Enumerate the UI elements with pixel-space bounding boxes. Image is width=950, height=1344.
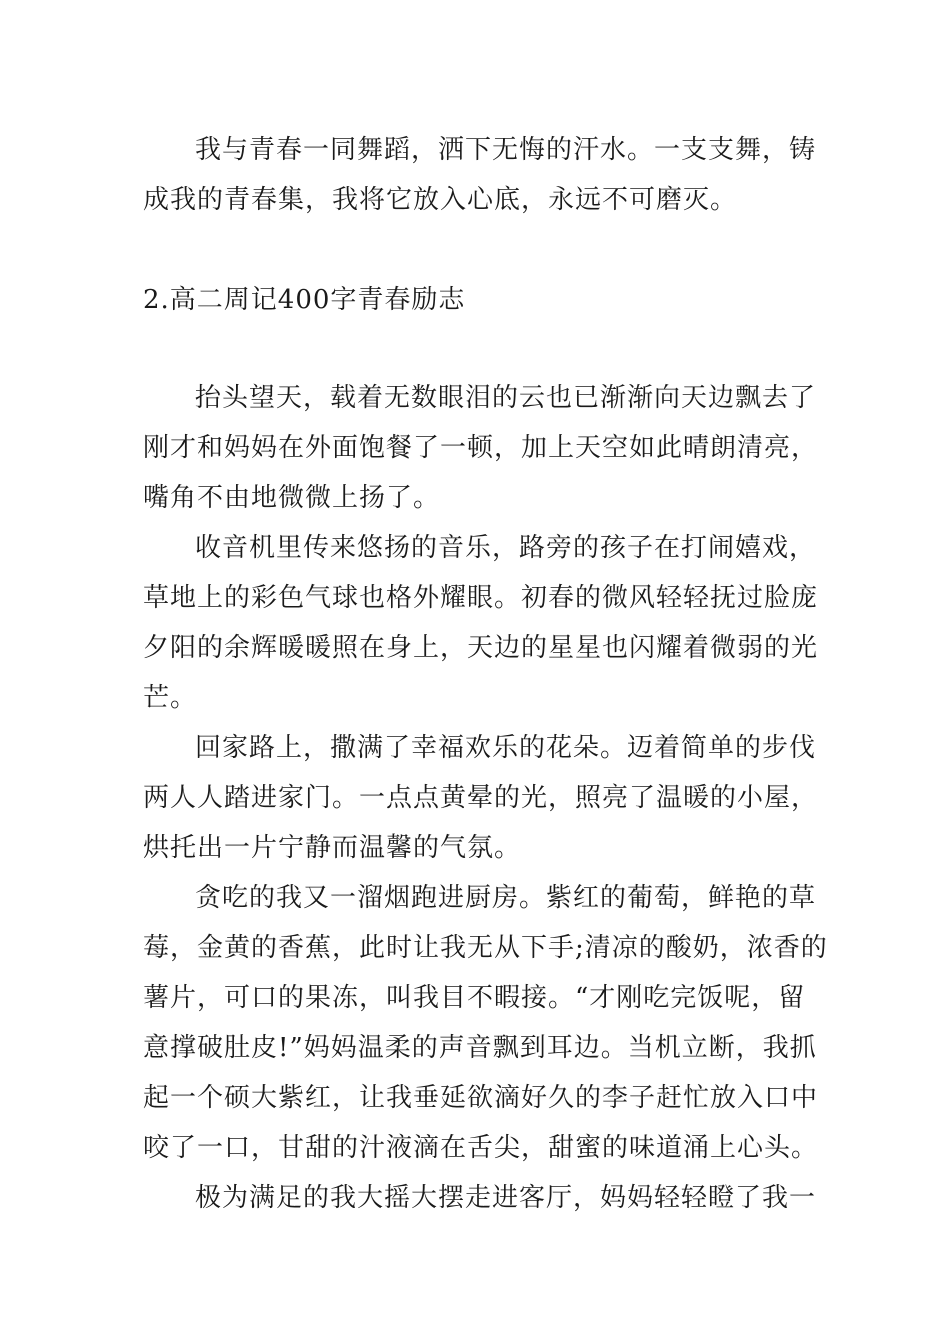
paragraph-3-line-1: 回家路上，撒满了幸福欢乐的花朵。迈着简单的步伐 (195, 733, 817, 763)
paragraph-2-line-2: 草地上的彩色气球也格外耀眼。初春的微风轻轻抚过脸庞 (143, 583, 819, 613)
paragraph-1-line-3: 嘴角不由地微微上扬了。 (143, 483, 441, 513)
paragraph-3-line-3: 烘托出一片宁静而温馨的气氛。 (143, 833, 522, 863)
paragraph-4-line-6: 咬了一口，甘甜的汁液滴在舌尖，甜蜜的味道涌上心头。 (143, 1133, 819, 1163)
paragraph-3-line-2: 两人人踏进家门。一点点黄晕的光，照亮了温暖的小屋， (143, 783, 819, 813)
paragraph-2-line-3: 夕阳的余辉暖暖照在身上，天边的星星也闪耀着微弱的光 (143, 633, 819, 663)
paragraph-4-line-5: 起一个硕大紫红，让我垂延欲滴好久的李子赶忙放入口中 (143, 1083, 819, 1113)
paragraph-2-line-4: 芒。 (143, 683, 198, 713)
paragraph-4-line-1: 贪吃的我又一溜烟跑进厨房。紫红的葡萄，鲜艳的草 (195, 883, 817, 913)
paragraph-4-line-2: 莓，金黄的香蕉，此时让我无从下手;清凉的酸奶，浓香的 (143, 933, 828, 963)
section-title: 2.高二周记400字青春励志 (143, 285, 466, 315)
paragraph-5-line-1: 极为满足的我大摇大摆走进客厅，妈妈轻轻瞪了我一 (195, 1183, 817, 1213)
paragraph-1-line-1: 抬头望天，载着无数眼泪的云也已渐渐向天边飘去了 (195, 383, 817, 413)
paragraph-1-line-2: 刚才和妈妈在外面饱餐了一顿，加上天空如此晴朗清亮， (143, 433, 819, 463)
paragraph-2-line-1: 收音机里传来悠扬的音乐，路旁的孩子在打闹嬉戏， (195, 533, 817, 563)
intro-line-1: 我与青春一同舞蹈，洒下无悔的汗水。一支支舞，铸 (195, 135, 817, 165)
intro-line-2: 成我的青春集，我将它放入心底，永远不可磨灭。 (143, 185, 738, 215)
paragraph-4-line-4: 意撑破肚皮!”妈妈温柔的声音飘到耳边。当机立断，我抓 (143, 1033, 817, 1063)
paragraph-4-line-3: 薯片，可口的果冻，叫我目不暇接。“才刚吃完饭呢，留 (143, 983, 806, 1013)
